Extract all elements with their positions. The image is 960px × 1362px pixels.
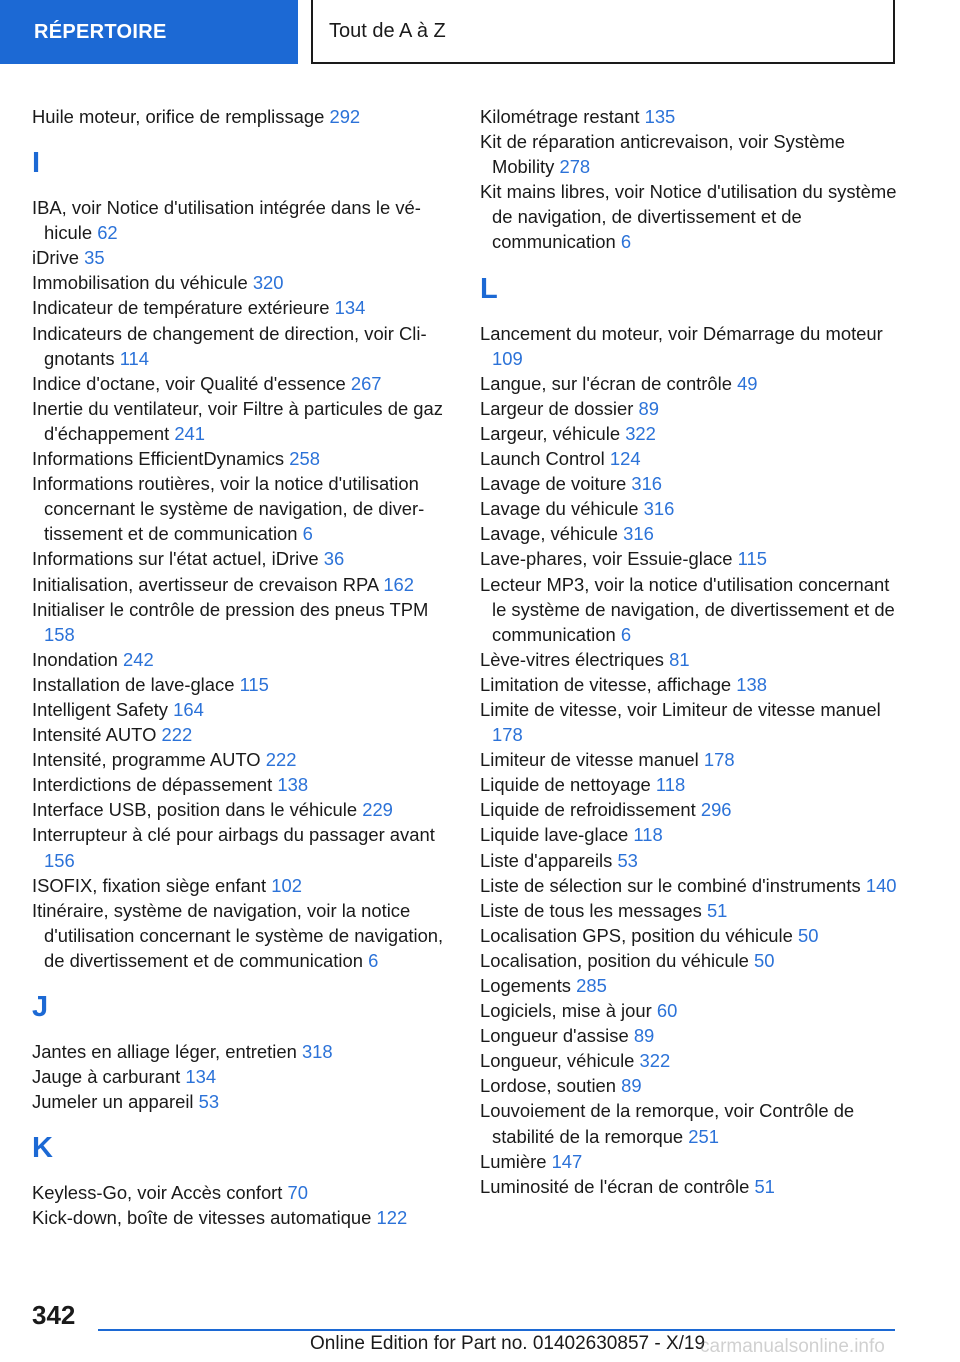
index-letter-heading: K <box>32 1132 53 1165</box>
page-reference-link[interactable]: 296 <box>700 799 732 821</box>
page-reference-link[interactable]: 178 <box>703 749 735 771</box>
index-entry <box>32 295 452 320</box>
footer-divider <box>98 1329 895 1331</box>
index-entry <box>480 1073 900 1098</box>
index-entry-text: Liste de sélection sur le combiné d'instruments <box>480 874 861 896</box>
index-entry <box>32 270 452 295</box>
page-reference-link[interactable]: 251 <box>688 1125 719 1147</box>
index-entry <box>32 195 452 245</box>
index-entry <box>32 396 452 446</box>
index-entry <box>480 1048 900 1073</box>
page-reference-link[interactable]: 6 <box>368 949 379 971</box>
index-entry-text: IBA, voir Notice d'utilisation intégrée dans le véhicule <box>32 197 421 244</box>
page-reference-link[interactable]: 164 <box>173 698 204 720</box>
page-reference-link[interactable]: 322 <box>639 1050 671 1072</box>
index-letter-heading: L <box>480 272 498 305</box>
page-reference-link[interactable]: 158 <box>44 623 75 645</box>
index-entry <box>32 1064 452 1089</box>
index-entry-text: Louvoiement de la remorque, voir Contrôle de stabilité de la remorque <box>480 1100 855 1147</box>
index-entry <box>32 245 452 270</box>
index-entry-text: Installation de lave-glace <box>32 673 235 695</box>
index-entry <box>32 898 452 973</box>
page-reference-link[interactable]: 122 <box>376 1207 408 1229</box>
index-entry-text: Liste de tous les messages <box>480 899 702 921</box>
index-entry-text: Localisation, position du véhicule <box>480 949 749 971</box>
index-letter-heading: J <box>32 991 49 1023</box>
index-entry-text: Inondation <box>32 648 118 670</box>
section-tab[interactable]: RÉPERTOIRE <box>0 0 298 64</box>
page-reference-link[interactable]: 118 <box>633 824 663 846</box>
index-entry <box>32 597 452 647</box>
index-entry-text: Immobilisation du véhicule <box>32 272 248 294</box>
page-reference-link[interactable]: 124 <box>609 448 641 470</box>
page-reference-link[interactable]: 115 <box>239 673 269 695</box>
page-reference-link[interactable]: 89 <box>621 1075 642 1097</box>
index-entry <box>32 697 452 722</box>
index-entry <box>32 446 452 471</box>
index-entry-text: iDrive <box>32 247 80 269</box>
index-entry-text: ISOFIX, fixation siège enfant <box>32 874 267 896</box>
page-reference-link[interactable]: 320 <box>252 272 284 294</box>
index-entry-text: Longueur d'assise <box>480 1025 629 1047</box>
index-entry-text: Largeur de dossier <box>480 397 634 419</box>
index-entry <box>480 572 900 647</box>
index-letter-heading: I <box>32 147 41 180</box>
index-entry <box>32 647 452 672</box>
page-reference-link[interactable]: 285 <box>576 975 607 996</box>
index-column-right <box>480 104 900 1199</box>
page-reference-link[interactable]: 241 <box>174 422 205 444</box>
page-reference-link[interactable]: 134 <box>334 297 366 319</box>
page-reference-link[interactable]: 70 <box>287 1182 309 1204</box>
index-entry <box>32 546 452 571</box>
page-reference-link[interactable]: 322 <box>625 422 656 444</box>
page-reference-link[interactable]: 102 <box>271 874 302 896</box>
index-entry <box>480 521 900 546</box>
page-reference-link[interactable]: 278 <box>559 156 591 178</box>
index-entry-text: Intelligent Safety <box>32 698 168 720</box>
index-entry-text: Lavage, véhicule <box>480 523 619 545</box>
index-entry-text: Inertie du ventilateur, voir Filtre à particules de gaz d'échappement <box>32 397 443 444</box>
index-entry-text: Kit mains libres, voir Notice d'utilisation du système de navigation, de divertissement et de communication <box>480 181 897 253</box>
index-entry <box>480 998 900 1023</box>
index-entry <box>480 672 900 697</box>
page-reference-link[interactable]: 115 <box>737 548 767 570</box>
index-entry <box>480 1098 900 1148</box>
page-reference-link[interactable]: 89 <box>638 397 659 419</box>
index-entry <box>480 446 900 471</box>
index-entry-text: Indice d'octane, voir Qualité d'essence <box>32 372 346 394</box>
page-reference-link[interactable]: 316 <box>623 523 654 545</box>
index-entry-text: Jauge à carburant <box>32 1066 181 1088</box>
index-entry <box>480 179 900 254</box>
index-entry-text: Logiciels, mise à jour <box>480 1000 652 1022</box>
index-entry-text: Lecteur MP3, voir la notice d'utilisation concernant le système de navigation, de divertissement et de communication <box>480 573 895 645</box>
page-reference-link[interactable]: 316 <box>643 498 675 520</box>
index-entry <box>32 873 452 898</box>
index-entry <box>32 1039 452 1064</box>
index-entry-text: Huile moteur, orifice de remplissage <box>32 106 325 127</box>
index-entry-text: Limite de vitesse, voir Limiteur de vitesse manuel <box>480 698 881 720</box>
index-entry-text: Liquide de nettoyage <box>480 774 651 796</box>
page-reference-link[interactable]: 60 <box>656 1000 678 1022</box>
index-entry-text: Interdictions de dépassement <box>32 774 273 796</box>
index-entry <box>32 471 452 546</box>
page-reference-link[interactable]: 53 <box>198 1091 220 1113</box>
page-reference-link[interactable]: 62 <box>97 222 118 244</box>
index-entry-text: Launch Control <box>480 448 605 470</box>
index-entry <box>480 822 900 847</box>
index-entry-text: Initialisation, avertisseur de crevaison RPA <box>32 573 379 595</box>
page-reference-link[interactable]: 316 <box>631 473 663 495</box>
index-entry-text: Jantes en alliage léger, entretien <box>32 1041 297 1062</box>
index-entry-text: Intensité, programme AUTO <box>32 749 261 771</box>
watermark: carmanualsonline.info <box>700 1336 885 1357</box>
page-number: 342 <box>32 1300 76 1330</box>
index-entry-text: Lavage du véhicule <box>480 498 639 520</box>
index-entry-text: Interrupteur à clé pour airbags du passager avant <box>32 824 435 846</box>
index-entry-text: Itinéraire, système de navigation, voir la notice d'utilisation concernant le système de navigation, de divertissement et de communication <box>32 899 444 971</box>
index-entry-text: Localisation GPS, position du véhicule <box>480 924 793 946</box>
page-reference-link[interactable]: 222 <box>161 724 193 746</box>
footer-edition: Online Edition for Part no. 01402630857 - X/19 <box>310 1333 706 1354</box>
page-reference-link[interactable]: 81 <box>669 648 690 670</box>
index-entry-text: Largeur, véhicule <box>480 422 621 444</box>
index-entry-text: Indicateurs de changement de direction, voir Clignotants <box>32 322 427 369</box>
index-entry-text: Indicateur de température extérieure <box>32 297 330 319</box>
page-reference-link[interactable]: 242 <box>123 648 154 670</box>
page-reference-link[interactable]: 318 <box>301 1041 333 1062</box>
index-entry <box>480 898 900 923</box>
index-entry <box>480 697 900 747</box>
index-entry-text: Lavage de voiture <box>480 473 627 495</box>
index-entry-text: Logements <box>480 975 571 996</box>
index-entry <box>480 396 900 421</box>
index-entry <box>480 1149 900 1174</box>
index-entry <box>32 1180 452 1205</box>
index-entry-text: Jumeler un appareil <box>32 1091 194 1113</box>
page-reference-link[interactable]: 6 <box>620 623 632 645</box>
index-column-left <box>32 104 452 1230</box>
index-entry <box>32 104 452 129</box>
index-entry-text: Lave-phares, voir Essuie-glace <box>480 548 733 570</box>
index-entry-text: Keyless-Go, voir Accès confort <box>32 1182 283 1204</box>
index-entry <box>480 923 900 948</box>
index-entry-text: Informations routières, voir la notice d'utilisation concernant le système de navigation, de divertissement et de communication <box>32 473 425 545</box>
page-reference-link[interactable]: 53 <box>617 849 638 871</box>
index-entry <box>480 546 900 571</box>
page-reference-link[interactable]: 109 <box>492 347 523 369</box>
index-entry <box>480 471 900 496</box>
index-entry <box>32 572 452 597</box>
index-entry <box>32 747 452 772</box>
page-title: Tout de A à Z <box>311 0 895 64</box>
page-reference-link[interactable]: 49 <box>737 372 758 394</box>
index-entry <box>480 496 900 521</box>
index-entry-text: Interface USB, position dans le véhicule <box>32 799 358 821</box>
index-entry <box>32 672 452 697</box>
page-reference-link[interactable]: 134 <box>185 1066 217 1088</box>
page-reference-link[interactable]: 156 <box>44 849 75 871</box>
page-reference-link[interactable]: 292 <box>329 106 361 127</box>
index-entry <box>480 848 900 873</box>
index-entry-text: Kilométrage restant <box>480 106 640 127</box>
index-entry-text: Informations EfficientDynamics <box>32 448 285 470</box>
page-reference-link[interactable]: 229 <box>362 799 393 821</box>
index-entry-text: Longueur, véhicule <box>480 1050 635 1072</box>
index-entry-text: Initialiser le contrôle de pression des pneus TPM <box>32 598 429 620</box>
index-entry <box>32 321 452 371</box>
page-reference-link[interactable]: 135 <box>644 106 676 127</box>
page-reference-link[interactable]: 51 <box>754 1175 775 1197</box>
index-entry-text: Intensité AUTO <box>32 724 157 746</box>
page-reference-link[interactable]: 140 <box>865 874 897 896</box>
page-reference-link[interactable]: 51 <box>706 899 728 921</box>
page-reference-link[interactable]: 178 <box>492 724 523 746</box>
index-entry-text: Liste d'appareils <box>480 849 613 871</box>
page-reference-link[interactable]: 35 <box>84 247 105 269</box>
page-reference-link[interactable]: 147 <box>551 1150 583 1172</box>
index-entry <box>480 1174 900 1199</box>
index-entry <box>480 797 900 822</box>
index-entry-text: Limitation de vitesse, affichage <box>480 673 732 695</box>
index-entry <box>480 104 900 129</box>
page-reference-link[interactable]: 162 <box>383 573 414 595</box>
page-reference-link[interactable]: 36 <box>323 548 345 570</box>
page-reference-link[interactable]: 50 <box>754 949 775 971</box>
index-entry-text: Lordose, soutien <box>480 1075 616 1097</box>
index-entry-text: Liquide de refroidissement <box>480 799 696 821</box>
page-reference-link[interactable]: 6 <box>620 231 632 253</box>
page-reference-link[interactable]: 138 <box>277 774 309 796</box>
index-entry <box>480 873 900 898</box>
index-entry <box>480 973 900 998</box>
index-entry <box>32 772 452 797</box>
page-reference-link[interactable]: 138 <box>736 673 767 695</box>
index-entry-text: Luminosité de l'écran de contrôle <box>480 1175 750 1197</box>
page-reference-link[interactable]: 118 <box>655 774 686 796</box>
page-reference-link[interactable]: 267 <box>350 372 382 394</box>
index-entry-text: Kick-down, boîte de vitesses automatique <box>32 1207 372 1229</box>
index-entry <box>480 371 900 396</box>
page-reference-link[interactable]: 222 <box>265 749 297 771</box>
index-entry <box>32 1205 452 1230</box>
index-entry <box>480 647 900 672</box>
index-entry <box>32 797 452 822</box>
index-entry-text: Informations sur l'état actuel, iDrive <box>32 548 319 570</box>
index-entry <box>32 822 452 872</box>
index-entry-text: Lancement du moteur, voir Démarrage du moteur <box>480 322 883 344</box>
index-entry-text: Lumière <box>480 1150 547 1172</box>
page-reference-link[interactable]: 50 <box>797 924 819 946</box>
index-entry <box>480 772 900 797</box>
index-entry <box>480 1023 900 1048</box>
index-entry <box>32 371 452 396</box>
index-entry-text: Kit de réparation anticrevaison, voir Système Mobility <box>480 131 845 178</box>
index-entry <box>32 1089 452 1114</box>
page-reference-link[interactable]: 114 <box>119 347 150 369</box>
index-entry <box>480 948 900 973</box>
page-reference-link[interactable]: 258 <box>289 448 320 470</box>
index-entry <box>480 747 900 772</box>
index-entry-text: Lève-vitres électriques <box>480 648 664 670</box>
page-reference-link[interactable]: 6 <box>302 523 313 545</box>
index-entry <box>480 321 900 371</box>
index-entry <box>480 129 900 179</box>
index-entry-text: Liquide lave-glace <box>480 824 629 846</box>
index-entry-text: Langue, sur l'écran de contrôle <box>480 372 732 394</box>
page-reference-link[interactable]: 89 <box>633 1025 655 1047</box>
index-entry-text: Limiteur de vitesse manuel <box>480 749 699 771</box>
index-entry <box>480 421 900 446</box>
index-entry <box>32 722 452 747</box>
